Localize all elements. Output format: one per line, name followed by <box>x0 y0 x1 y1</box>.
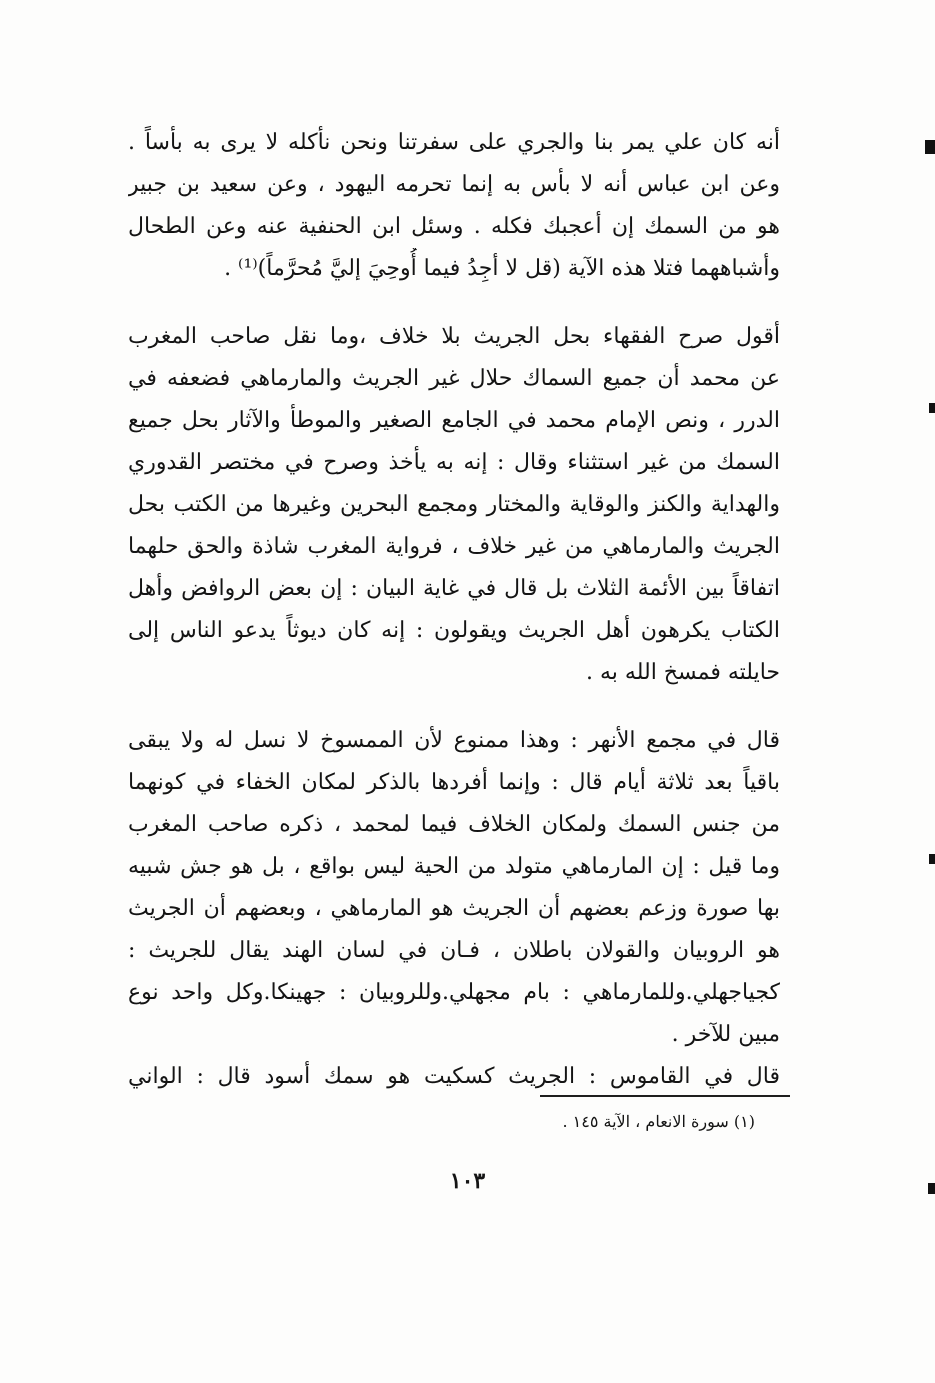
text-line: كجياجهلي.وللمارماهي : بام مجهلي.وللروبيان : جهينكا.وكل واحد نوع <box>128 980 780 1005</box>
scan-edge-mark <box>925 140 935 154</box>
text-line: بها صورة وزعم بعضهم أن الجريث هو المارماهي ، وبعضهم أن الجريث <box>128 896 780 921</box>
text-line: وما قيل : إن المارماهي متولد من الحية ليس بواقع ، بل هو جش شبيه <box>128 854 780 879</box>
scan-edge-mark <box>928 1183 935 1194</box>
text-line: عن محمد أن جميع السماك حلال غير الجريث والمارماهي فضعفه في <box>128 366 780 391</box>
text-line: الجريث والمارماهي من غير خلاف ، فرواية المغرب شاذة والحق حلهما <box>128 534 780 559</box>
text-line: والهداية والكنز والوقاية والمختار ومجمع البحرين وغيرها من الكتب بحل <box>128 492 780 517</box>
main-text <box>128 122 780 1098</box>
text-line: أقول صرح الفقهاء بحل الجريث بلا خلاف ،وما نقل صاحب المغرب <box>128 324 780 349</box>
text-line: الدرر ، ونص الإمام محمد في الجامع الصغير والموطأ والآثار بحل جميع <box>128 408 780 433</box>
paragraph-gap <box>128 694 780 720</box>
text-line: وعن ابن عباس أنه لا بأس به إنما تحرمه اليهود ، وعن سعيد بن جبير <box>128 172 780 197</box>
paragraph-gap <box>128 290 780 316</box>
text-line: السمك من غير استثناء وقال : إنه به يأخذ وصرح في مختصر القدوري <box>128 450 780 475</box>
text-line: اتفاقاً بين الأئمة الثلاث بل قال في غاية البيان : إن بعض الروافض وأهل <box>128 576 780 601</box>
text-line: باقياً بعد ثلاثة أيام قال : وإنما أفردها بالذكر لمكان الخفاء في كونهما <box>128 770 780 795</box>
text-line: قال في القاموس : الجريث كسكيت هو سمك أسود قال : الواني <box>128 1064 780 1089</box>
text-line: الكتاب يكرهون أهل الجريث ويقولون : إنه كان ديوثاً يدعو الناس إلى <box>128 618 780 643</box>
scan-edge-mark <box>929 403 935 413</box>
text-line: أنه كان علي يمر بنا والجري على سفرتنا ونحن نأكله لا يرى به بأساً . <box>128 130 780 155</box>
text-line: حايلته فمسخ الله به . <box>586 660 780 685</box>
scan-edge-mark <box>929 854 935 864</box>
text-line: هو الروبيان والقولان باطلان ، فـان في لسان الهند يقال للجريث : <box>128 938 780 963</box>
footnote: (١) سورة الانعام ، الآية ١٤٥ . <box>562 1112 755 1131</box>
footnote-divider <box>540 1095 790 1097</box>
text-line: وأشباههما فتلا هذه الآية (قل لا أجِدُ فيما أُوحِيَ إليَّ مُحرَّماً)⁽¹⁾ . <box>224 256 780 281</box>
text-line: مبين للآخر . <box>671 1022 780 1047</box>
page-number: ١٠٣ <box>449 1168 486 1194</box>
text-line: هو من السمك إن أعجبك فكله . وسئل ابن الحنفية عنه وعن الطحال <box>128 214 780 239</box>
text-line: قال في مجمع الأنهر : وهذا ممنوع لأن الممسوخ لا نسل له ولا يبقى <box>128 728 780 753</box>
text-line: من جنس السمك ولمكان الخلاف فيما لمحمد ، ذكره صاحب المغرب <box>128 812 780 837</box>
